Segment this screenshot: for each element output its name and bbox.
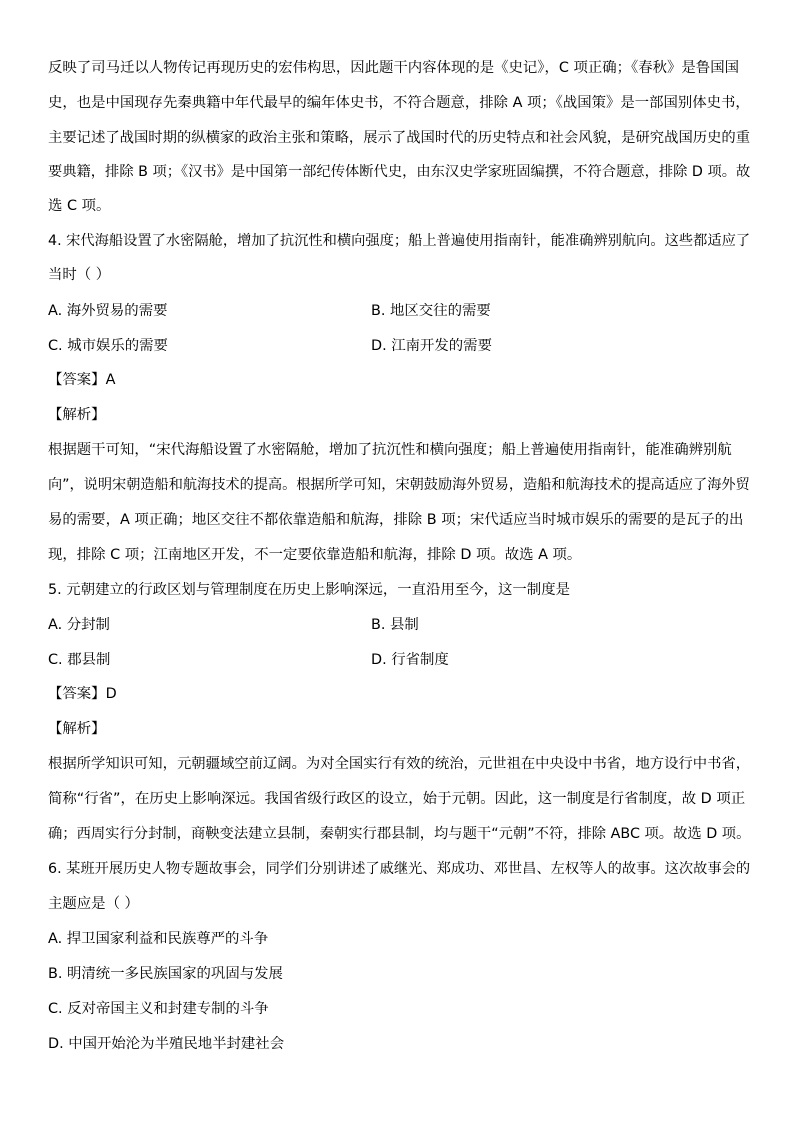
question-6-stem: 6. 某班开展历史人物专题故事会，同学们分别讲述了戚继光、郑成功、邓世昌、左权等人的故事。这次故事会的 <box>48 861 751 877</box>
question-6-option-a: A. 捍卫国家利益和民族尊严的斗争 <box>48 931 269 947</box>
question-5-analysis-line: 确；西周实行分封制，商鞅变法建立县制，秦朝实行郡县制，均与题干“元朝”不符，排除 ABC 项。故选 D 项。 <box>48 826 751 842</box>
question-4-option-c: C. 城市娱乐的需要 <box>48 338 168 354</box>
question-6-option-c: C. 反对帝国主义和封建专制的斗争 <box>48 1001 269 1017</box>
paragraph-line: 史，也是中国现存先秦典籍中年代最早的编年体史书，不符合题意，排除 A 项；《战国策》是一部国别体史书， <box>48 95 750 111</box>
question-4-stem: 4. 宋代海船设置了水密隔舱，增加了抗沉性和横向强度；船上普遍使用指南针，能准确辨别航向。这些都适应了 <box>48 233 751 249</box>
paragraph-line: 反映了司马迁以人物传记再现历史的宏伟构思，因此题干内容体现的是《史记》，C 项正确；《春秋》是鲁国国 <box>48 60 739 76</box>
question-4-analysis-line: 向”，说明宋朝造船和航海技术的提高。根据所学可知，宋朝鼓励海外贸易，造船和航海技术的提高适应了海外贸 <box>48 477 750 493</box>
question-4-option-d: D. 江南开发的需要 <box>371 338 492 354</box>
question-4-option-a: A. 海外贸易的需要 <box>48 303 168 319</box>
question-5-analysis-label: 【解析】 <box>48 721 106 737</box>
question-5-analysis-line: 根据所学知识可知，元朝疆域空前辽阔。为对全国实行有效的统治，元世祖在中央设中书省，地方设行中书省， <box>48 756 751 772</box>
question-5-option-a: A. 分封制 <box>48 617 110 633</box>
question-4-analysis-line: 根据题干可知，“宋代海船设置了水密隔舱，增加了抗沉性和横向强度；船上普遍使用指南针，能准确辨别航 <box>48 442 732 458</box>
question-5-answer: 【答案】D <box>48 686 117 702</box>
question-5-option-c: C. 郡县制 <box>48 652 111 668</box>
question-4-stem: 当时（ ） <box>48 267 111 283</box>
question-5-stem: 5. 元朝建立的行政区划与管理制度在历史上影响深远，一直沿用至今，这一制度是 <box>48 582 570 598</box>
paragraph-line: 要典籍，排除 B 项；《汉书》是中国第一部纪传体断代史，由东汉史学家班固编撰，不符合题意，排除 D 项。故 <box>48 164 751 180</box>
question-5-option-b: B. 县制 <box>371 617 419 633</box>
question-4-analysis-line: 易的需要，A 项正确；地区交往不都依靠造船和航海，排除 B 项；宋代适应当时城市娱乐的需要的是瓦子的出 <box>48 512 744 528</box>
question-6-option-d: D. 中国开始沦为半殖民地半封建社会 <box>48 1036 285 1052</box>
question-4-answer: 【答案】A <box>48 372 116 388</box>
paragraph-line: 主要记述了战国时期的纵横家的政治主张和策略，展示了战国时代的历史特点和社会风貌，是研究战国历史的重 <box>48 130 751 146</box>
question-6-option-b: B. 明清统一多民族国家的巩固与发展 <box>48 966 283 982</box>
paragraph-line: 选 C 项。 <box>48 198 111 214</box>
question-5-analysis-line: 简称“行省”，在历史上影响深远。我国省级行政区的设立，始于元朝。因此，这一制度是行省制度，故 D 项正 <box>48 791 746 807</box>
question-4-analysis-line: 现，排除 C 项；江南地区开发，不一定要依靠造船和航海，排除 D 项。故选 A 项。 <box>48 547 582 563</box>
question-6-stem: 主题应是（ ） <box>48 896 139 912</box>
question-4-analysis-label: 【解析】 <box>48 407 106 423</box>
question-5-option-d: D. 行省制度 <box>371 652 449 668</box>
question-4-option-b: B. 地区交往的需要 <box>371 303 491 319</box>
